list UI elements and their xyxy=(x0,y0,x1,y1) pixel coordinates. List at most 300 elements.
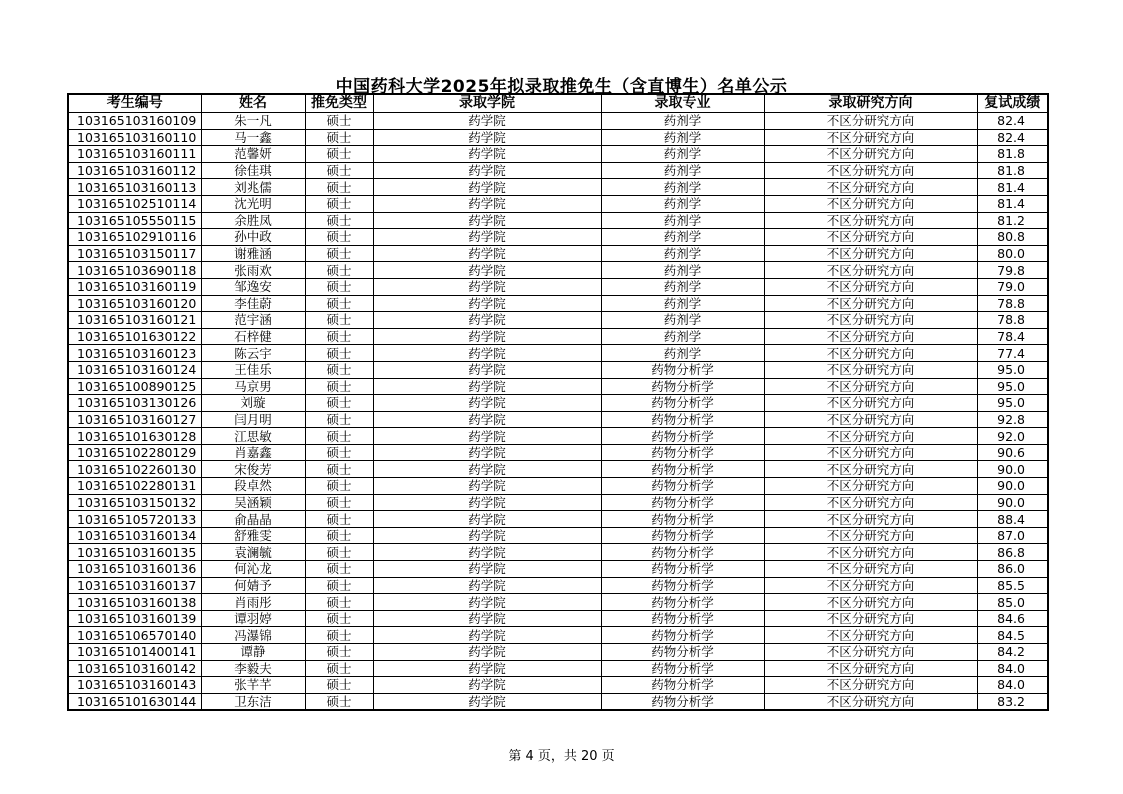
score-cell: 85.0 xyxy=(977,594,1048,611)
exam-id-cell: 103165103160139 xyxy=(68,610,201,627)
name-cell: 刘璇 xyxy=(201,395,305,412)
exam-id-cell: 103165103160134 xyxy=(68,527,201,544)
college-cell: 药学院 xyxy=(373,378,601,395)
college-cell: 药学院 xyxy=(373,195,601,212)
score-cell: 82.4 xyxy=(977,113,1048,130)
score-cell: 80.8 xyxy=(977,229,1048,246)
direction-cell: 不区分研究方向 xyxy=(764,627,977,644)
direction-cell: 不区分研究方向 xyxy=(764,378,977,395)
college-cell: 药学院 xyxy=(373,229,601,246)
type-cell: 硕士 xyxy=(305,594,373,611)
major-cell: 药剂学 xyxy=(601,312,764,329)
table-row xyxy=(68,594,1048,611)
table-row xyxy=(68,113,1048,130)
table-row xyxy=(68,395,1048,412)
direction-cell: 不区分研究方向 xyxy=(764,561,977,578)
name-cell: 俞晶晶 xyxy=(201,511,305,528)
type-cell: 硕士 xyxy=(305,361,373,378)
exam-id-cell: 103165103690118 xyxy=(68,262,201,279)
college-cell: 药学院 xyxy=(373,644,601,661)
name-cell: 沈光明 xyxy=(201,195,305,212)
header-direction: 录取研究方向 xyxy=(764,94,977,113)
score-cell: 83.2 xyxy=(977,693,1048,710)
name-cell: 宋俊芳 xyxy=(201,461,305,478)
direction-cell: 不区分研究方向 xyxy=(764,511,977,528)
table-row xyxy=(68,511,1048,528)
exam-id-cell: 103165102510114 xyxy=(68,195,201,212)
direction-cell: 不区分研究方向 xyxy=(764,146,977,163)
major-cell: 药物分析学 xyxy=(601,627,764,644)
admission-table xyxy=(67,93,1049,711)
header-college: 录取学院 xyxy=(373,94,601,113)
table-row xyxy=(68,561,1048,578)
table-row xyxy=(68,693,1048,710)
type-cell: 硕士 xyxy=(305,212,373,229)
table-row xyxy=(68,229,1048,246)
college-cell: 药学院 xyxy=(373,129,601,146)
table-row xyxy=(68,428,1048,445)
exam-id-cell: 103165103160121 xyxy=(68,312,201,329)
name-cell: 张雨欢 xyxy=(201,262,305,279)
type-cell: 硕士 xyxy=(305,677,373,694)
major-cell: 药剂学 xyxy=(601,345,764,362)
type-cell: 硕士 xyxy=(305,146,373,163)
score-cell: 81.4 xyxy=(977,179,1048,196)
score-cell: 79.0 xyxy=(977,278,1048,295)
major-cell: 药物分析学 xyxy=(601,494,764,511)
major-cell: 药物分析学 xyxy=(601,478,764,495)
page-number: 第 4 页，共 20 页 xyxy=(508,749,615,764)
direction-cell: 不区分研究方向 xyxy=(764,295,977,312)
name-cell: 王佳乐 xyxy=(201,361,305,378)
name-cell: 李佳蔚 xyxy=(201,295,305,312)
major-cell: 药物分析学 xyxy=(601,644,764,661)
type-cell: 硕士 xyxy=(305,162,373,179)
table-row xyxy=(68,328,1048,345)
college-cell: 药学院 xyxy=(373,345,601,362)
college-cell: 药学院 xyxy=(373,627,601,644)
exam-id-cell: 103165103150117 xyxy=(68,245,201,262)
exam-id-cell: 103165103160119 xyxy=(68,278,201,295)
college-cell: 药学院 xyxy=(373,428,601,445)
table-row xyxy=(68,162,1048,179)
college-cell: 药学院 xyxy=(373,262,601,279)
name-cell: 段卓然 xyxy=(201,478,305,495)
name-cell: 马一鑫 xyxy=(201,129,305,146)
exam-id-cell: 103165103160124 xyxy=(68,361,201,378)
college-cell: 药学院 xyxy=(373,594,601,611)
major-cell: 药剂学 xyxy=(601,278,764,295)
college-cell: 药学院 xyxy=(373,461,601,478)
name-cell: 余胜凤 xyxy=(201,212,305,229)
exam-id-cell: 103165103160136 xyxy=(68,561,201,578)
type-cell: 硕士 xyxy=(305,312,373,329)
college-cell: 药学院 xyxy=(373,295,601,312)
college-cell: 药学院 xyxy=(373,660,601,677)
exam-id-cell: 103165103160143 xyxy=(68,677,201,694)
table-row xyxy=(68,295,1048,312)
score-cell: 77.4 xyxy=(977,345,1048,362)
type-cell: 硕士 xyxy=(305,478,373,495)
name-cell: 朱一凡 xyxy=(201,113,305,130)
type-cell: 硕士 xyxy=(305,461,373,478)
college-cell: 药学院 xyxy=(373,395,601,412)
direction-cell: 不区分研究方向 xyxy=(764,693,977,710)
direction-cell: 不区分研究方向 xyxy=(764,610,977,627)
direction-cell: 不区分研究方向 xyxy=(764,328,977,345)
type-cell: 硕士 xyxy=(305,511,373,528)
college-cell: 药学院 xyxy=(373,179,601,196)
header-type: 推免类型 xyxy=(305,94,373,113)
type-cell: 硕士 xyxy=(305,610,373,627)
direction-cell: 不区分研究方向 xyxy=(764,262,977,279)
college-cell: 药学院 xyxy=(373,162,601,179)
college-cell: 药学院 xyxy=(373,444,601,461)
exam-id-cell: 103165101630128 xyxy=(68,428,201,445)
major-cell: 药物分析学 xyxy=(601,660,764,677)
exam-id-cell: 103165102910116 xyxy=(68,229,201,246)
name-cell: 闫月明 xyxy=(201,411,305,428)
direction-cell: 不区分研究方向 xyxy=(764,444,977,461)
score-cell: 82.4 xyxy=(977,129,1048,146)
college-cell: 药学院 xyxy=(373,478,601,495)
direction-cell: 不区分研究方向 xyxy=(764,544,977,561)
table-row xyxy=(68,345,1048,362)
major-cell: 药剂学 xyxy=(601,162,764,179)
name-cell: 陈云宇 xyxy=(201,345,305,362)
name-cell: 李毅夫 xyxy=(201,660,305,677)
exam-id-cell: 103165103160137 xyxy=(68,577,201,594)
type-cell: 硕士 xyxy=(305,262,373,279)
score-cell: 92.8 xyxy=(977,411,1048,428)
table-row xyxy=(68,644,1048,661)
direction-cell: 不区分研究方向 xyxy=(764,195,977,212)
exam-id-cell: 103165102260130 xyxy=(68,461,201,478)
score-cell: 90.0 xyxy=(977,461,1048,478)
table-row xyxy=(68,245,1048,262)
direction-cell: 不区分研究方向 xyxy=(764,345,977,362)
score-cell: 95.0 xyxy=(977,378,1048,395)
type-cell: 硕士 xyxy=(305,195,373,212)
major-cell: 药剂学 xyxy=(601,129,764,146)
major-cell: 药剂学 xyxy=(601,146,764,163)
exam-id-cell: 103165102280129 xyxy=(68,444,201,461)
score-cell: 90.0 xyxy=(977,494,1048,511)
score-cell: 87.0 xyxy=(977,527,1048,544)
type-cell: 硕士 xyxy=(305,411,373,428)
major-cell: 药物分析学 xyxy=(601,395,764,412)
name-cell: 吴涵颖 xyxy=(201,494,305,511)
major-cell: 药剂学 xyxy=(601,212,764,229)
exam-id-cell: 103165106570140 xyxy=(68,627,201,644)
score-cell: 90.0 xyxy=(977,478,1048,495)
direction-cell: 不区分研究方向 xyxy=(764,113,977,130)
score-cell: 84.0 xyxy=(977,660,1048,677)
table-row xyxy=(68,544,1048,561)
major-cell: 药物分析学 xyxy=(601,594,764,611)
college-cell: 药学院 xyxy=(373,577,601,594)
score-cell: 78.8 xyxy=(977,312,1048,329)
header-score: 复试成绩 xyxy=(977,94,1048,113)
major-cell: 药剂学 xyxy=(601,262,764,279)
major-cell: 药剂学 xyxy=(601,245,764,262)
major-cell: 药物分析学 xyxy=(601,577,764,594)
score-cell: 90.6 xyxy=(977,444,1048,461)
major-cell: 药物分析学 xyxy=(601,693,764,710)
major-cell: 药剂学 xyxy=(601,295,764,312)
table-row xyxy=(68,212,1048,229)
direction-cell: 不区分研究方向 xyxy=(764,179,977,196)
table-row xyxy=(68,610,1048,627)
college-cell: 药学院 xyxy=(373,245,601,262)
table-header-row xyxy=(68,94,1048,113)
name-cell: 冯瀑锦 xyxy=(201,627,305,644)
score-cell: 84.6 xyxy=(977,610,1048,627)
college-cell: 药学院 xyxy=(373,677,601,694)
score-cell: 86.0 xyxy=(977,561,1048,578)
type-cell: 硕士 xyxy=(305,627,373,644)
table-row xyxy=(68,312,1048,329)
college-cell: 药学院 xyxy=(373,278,601,295)
type-cell: 硕士 xyxy=(305,345,373,362)
name-cell: 肖雨彤 xyxy=(201,594,305,611)
score-cell: 95.0 xyxy=(977,395,1048,412)
name-cell: 卫东洁 xyxy=(201,693,305,710)
college-cell: 药学院 xyxy=(373,361,601,378)
name-cell: 张芊芊 xyxy=(201,677,305,694)
college-cell: 药学院 xyxy=(373,212,601,229)
score-cell: 79.8 xyxy=(977,262,1048,279)
score-cell: 92.0 xyxy=(977,428,1048,445)
college-cell: 药学院 xyxy=(373,610,601,627)
type-cell: 硕士 xyxy=(305,660,373,677)
college-cell: 药学院 xyxy=(373,561,601,578)
table-row xyxy=(68,262,1048,279)
table-row xyxy=(68,461,1048,478)
major-cell: 药物分析学 xyxy=(601,527,764,544)
type-cell: 硕士 xyxy=(305,577,373,594)
table-row xyxy=(68,444,1048,461)
exam-id-cell: 103165102280131 xyxy=(68,478,201,495)
score-cell: 84.0 xyxy=(977,677,1048,694)
major-cell: 药物分析学 xyxy=(601,428,764,445)
name-cell: 肖嘉鑫 xyxy=(201,444,305,461)
type-cell: 硕士 xyxy=(305,328,373,345)
exam-id-cell: 103165101630122 xyxy=(68,328,201,345)
direction-cell: 不区分研究方向 xyxy=(764,461,977,478)
header-name: 姓名 xyxy=(201,94,305,113)
direction-cell: 不区分研究方向 xyxy=(764,494,977,511)
table-row xyxy=(68,146,1048,163)
header-major: 录取专业 xyxy=(601,94,764,113)
direction-cell: 不区分研究方向 xyxy=(764,677,977,694)
direction-cell: 不区分研究方向 xyxy=(764,411,977,428)
type-cell: 硕士 xyxy=(305,527,373,544)
direction-cell: 不区分研究方向 xyxy=(764,312,977,329)
major-cell: 药剂学 xyxy=(601,113,764,130)
exam-id-cell: 103165103160123 xyxy=(68,345,201,362)
type-cell: 硕士 xyxy=(305,693,373,710)
type-cell: 硕士 xyxy=(305,113,373,130)
table-row xyxy=(68,278,1048,295)
name-cell: 谭静 xyxy=(201,644,305,661)
name-cell: 江思敏 xyxy=(201,428,305,445)
name-cell: 刘兆儒 xyxy=(201,179,305,196)
name-cell: 范宇涵 xyxy=(201,312,305,329)
header-exam-id: 考生编号 xyxy=(68,94,201,113)
score-cell: 84.5 xyxy=(977,627,1048,644)
direction-cell: 不区分研究方向 xyxy=(764,577,977,594)
exam-id-cell: 103165105720133 xyxy=(68,511,201,528)
exam-id-cell: 103165103160142 xyxy=(68,660,201,677)
score-cell: 85.5 xyxy=(977,577,1048,594)
college-cell: 药学院 xyxy=(373,328,601,345)
college-cell: 药学院 xyxy=(373,113,601,130)
exam-id-cell: 103165103160120 xyxy=(68,295,201,312)
score-cell: 95.0 xyxy=(977,361,1048,378)
direction-cell: 不区分研究方向 xyxy=(764,278,977,295)
college-cell: 药学院 xyxy=(373,693,601,710)
name-cell: 袁澜毓 xyxy=(201,544,305,561)
table-row xyxy=(68,129,1048,146)
type-cell: 硕士 xyxy=(305,295,373,312)
exam-id-cell: 103165103130126 xyxy=(68,395,201,412)
name-cell: 石梓健 xyxy=(201,328,305,345)
college-cell: 药学院 xyxy=(373,544,601,561)
type-cell: 硕士 xyxy=(305,278,373,295)
table-row xyxy=(68,660,1048,677)
table-row xyxy=(68,361,1048,378)
table-row xyxy=(68,627,1048,644)
score-cell: 80.0 xyxy=(977,245,1048,262)
exam-id-cell: 103165103150132 xyxy=(68,494,201,511)
major-cell: 药物分析学 xyxy=(601,677,764,694)
major-cell: 药物分析学 xyxy=(601,378,764,395)
table-row xyxy=(68,478,1048,495)
table-row xyxy=(68,577,1048,594)
exam-id-cell: 103165103160113 xyxy=(68,179,201,196)
score-cell: 81.4 xyxy=(977,195,1048,212)
name-cell: 何沁龙 xyxy=(201,561,305,578)
score-cell: 78.4 xyxy=(977,328,1048,345)
type-cell: 硕士 xyxy=(305,395,373,412)
exam-id-cell: 103165103160112 xyxy=(68,162,201,179)
major-cell: 药剂学 xyxy=(601,195,764,212)
table-row xyxy=(68,527,1048,544)
direction-cell: 不区分研究方向 xyxy=(764,229,977,246)
exam-id-cell: 103165105550115 xyxy=(68,212,201,229)
page-title: 中国药科大学2025年拟录取推免生（含直博生）名单公示 xyxy=(335,77,788,97)
table-body xyxy=(68,113,1048,711)
exam-id-cell: 103165103160127 xyxy=(68,411,201,428)
major-cell: 药剂学 xyxy=(601,328,764,345)
college-cell: 药学院 xyxy=(373,411,601,428)
college-cell: 药学院 xyxy=(373,146,601,163)
major-cell: 药物分析学 xyxy=(601,544,764,561)
name-cell: 范馨妍 xyxy=(201,146,305,163)
score-cell: 81.8 xyxy=(977,162,1048,179)
score-cell: 84.2 xyxy=(977,644,1048,661)
name-cell: 谢雅涵 xyxy=(201,245,305,262)
score-cell: 78.8 xyxy=(977,295,1048,312)
type-cell: 硕士 xyxy=(305,378,373,395)
major-cell: 药物分析学 xyxy=(601,610,764,627)
direction-cell: 不区分研究方向 xyxy=(764,644,977,661)
name-cell: 何婧予 xyxy=(201,577,305,594)
table-row xyxy=(68,378,1048,395)
direction-cell: 不区分研究方向 xyxy=(764,395,977,412)
table-row xyxy=(68,195,1048,212)
type-cell: 硕士 xyxy=(305,129,373,146)
name-cell: 马京男 xyxy=(201,378,305,395)
type-cell: 硕士 xyxy=(305,644,373,661)
table-row xyxy=(68,179,1048,196)
exam-id-cell: 103165101630144 xyxy=(68,693,201,710)
name-cell: 谭羽婷 xyxy=(201,610,305,627)
major-cell: 药物分析学 xyxy=(601,411,764,428)
college-cell: 药学院 xyxy=(373,312,601,329)
major-cell: 药剂学 xyxy=(601,179,764,196)
type-cell: 硕士 xyxy=(305,229,373,246)
direction-cell: 不区分研究方向 xyxy=(764,478,977,495)
type-cell: 硕士 xyxy=(305,544,373,561)
exam-id-cell: 103165101400141 xyxy=(68,644,201,661)
direction-cell: 不区分研究方向 xyxy=(764,361,977,378)
exam-id-cell: 103165103160135 xyxy=(68,544,201,561)
exam-id-cell: 103165103160111 xyxy=(68,146,201,163)
direction-cell: 不区分研究方向 xyxy=(764,212,977,229)
table-row xyxy=(68,411,1048,428)
exam-id-cell: 103165103160138 xyxy=(68,594,201,611)
direction-cell: 不区分研究方向 xyxy=(764,162,977,179)
college-cell: 药学院 xyxy=(373,511,601,528)
major-cell: 药剂学 xyxy=(601,229,764,246)
name-cell: 孙中政 xyxy=(201,229,305,246)
score-cell: 88.4 xyxy=(977,511,1048,528)
name-cell: 邹逸安 xyxy=(201,278,305,295)
score-cell: 86.8 xyxy=(977,544,1048,561)
exam-id-cell: 103165103160109 xyxy=(68,113,201,130)
major-cell: 药物分析学 xyxy=(601,511,764,528)
exam-id-cell: 103165103160110 xyxy=(68,129,201,146)
major-cell: 药物分析学 xyxy=(601,444,764,461)
type-cell: 硕士 xyxy=(305,561,373,578)
name-cell: 舒雅雯 xyxy=(201,527,305,544)
type-cell: 硕士 xyxy=(305,245,373,262)
college-cell: 药学院 xyxy=(373,527,601,544)
major-cell: 药物分析学 xyxy=(601,461,764,478)
name-cell: 徐佳琪 xyxy=(201,162,305,179)
score-cell: 81.8 xyxy=(977,146,1048,163)
direction-cell: 不区分研究方向 xyxy=(764,594,977,611)
table-row xyxy=(68,494,1048,511)
type-cell: 硕士 xyxy=(305,428,373,445)
type-cell: 硕士 xyxy=(305,179,373,196)
table-row xyxy=(68,677,1048,694)
direction-cell: 不区分研究方向 xyxy=(764,129,977,146)
direction-cell: 不区分研究方向 xyxy=(764,660,977,677)
type-cell: 硕士 xyxy=(305,494,373,511)
score-cell: 81.2 xyxy=(977,212,1048,229)
major-cell: 药物分析学 xyxy=(601,561,764,578)
direction-cell: 不区分研究方向 xyxy=(764,527,977,544)
type-cell: 硕士 xyxy=(305,444,373,461)
major-cell: 药物分析学 xyxy=(601,361,764,378)
college-cell: 药学院 xyxy=(373,494,601,511)
exam-id-cell: 103165100890125 xyxy=(68,378,201,395)
direction-cell: 不区分研究方向 xyxy=(764,428,977,445)
direction-cell: 不区分研究方向 xyxy=(764,245,977,262)
